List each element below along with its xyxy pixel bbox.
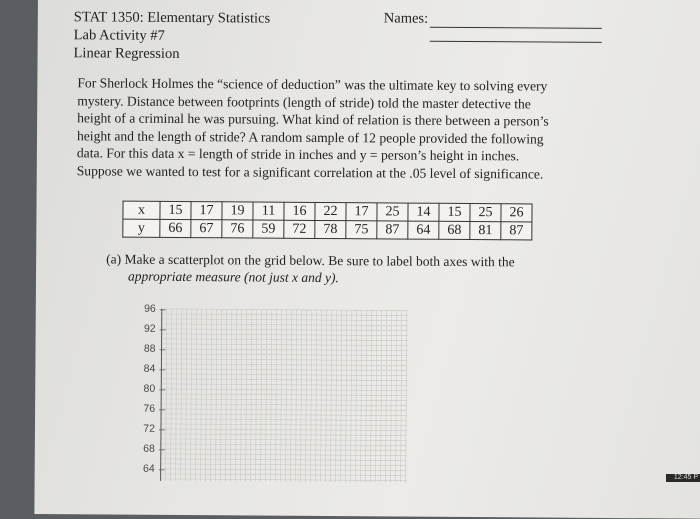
name-line-2[interactable] bbox=[430, 41, 602, 43]
grid-line-horizontal bbox=[161, 404, 407, 406]
names-label: Names: bbox=[384, 10, 428, 27]
grid-line-vertical bbox=[206, 309, 207, 481]
grid-line-horizontal bbox=[161, 399, 407, 401]
grid-line-vertical bbox=[331, 310, 332, 482]
table-cell: 75 bbox=[346, 221, 377, 239]
grid-line-horizontal bbox=[162, 334, 408, 336]
grid-line-horizontal bbox=[161, 464, 407, 466]
grid-line-horizontal bbox=[161, 459, 407, 461]
table-cell: 25 bbox=[470, 204, 501, 222]
table-cell: 87 bbox=[501, 222, 532, 240]
grid-line-vertical bbox=[251, 310, 252, 482]
grid-line-vertical bbox=[226, 309, 227, 481]
grid-line-vertical bbox=[231, 309, 232, 481]
table-cell: 22 bbox=[315, 202, 346, 220]
grid-line-vertical bbox=[181, 309, 182, 481]
y-tick-label: 64 bbox=[131, 463, 155, 475]
table-cell: 78 bbox=[315, 220, 346, 238]
topic-title: Linear Regression bbox=[74, 44, 270, 63]
table-cell: 26 bbox=[501, 204, 532, 222]
grid-line-horizontal bbox=[161, 434, 407, 436]
grid-line-horizontal bbox=[161, 394, 407, 396]
table-cell: 15 bbox=[160, 201, 191, 219]
grid-line-vertical bbox=[286, 310, 287, 482]
table-cell: 17 bbox=[346, 203, 377, 221]
grid-line-horizontal bbox=[162, 309, 408, 311]
grid-line-horizontal bbox=[161, 379, 407, 381]
grid-line-vertical bbox=[356, 310, 357, 482]
grid-line-vertical bbox=[276, 310, 277, 482]
grid-line-vertical bbox=[391, 310, 392, 482]
grid-line-vertical bbox=[241, 309, 242, 481]
worksheet-page bbox=[34, 0, 700, 519]
grid-line-horizontal bbox=[161, 409, 407, 411]
blank-graph-grid[interactable] bbox=[159, 303, 410, 485]
intro-line: height of a criminal he was pursuing. What kind of relation is there between a person’s bbox=[77, 109, 597, 130]
grid-line-vertical bbox=[306, 310, 307, 482]
y-tick-label: 88 bbox=[131, 343, 155, 355]
grid-line-horizontal bbox=[162, 319, 408, 321]
table-cell: 66 bbox=[160, 219, 191, 237]
intro-paragraph bbox=[77, 74, 598, 183]
intro-line: height and the length of stride? A random sample of 12 people provided the following bbox=[77, 127, 597, 148]
table-cell: 81 bbox=[470, 222, 501, 240]
table-cell: 15 bbox=[439, 203, 470, 221]
y-tick-label: 68 bbox=[131, 443, 155, 455]
grid-line-horizontal bbox=[162, 314, 408, 316]
grid-line-horizontal bbox=[161, 479, 407, 481]
grid-line-vertical bbox=[271, 310, 272, 482]
table-row-y bbox=[123, 219, 532, 240]
grid-line-vertical bbox=[171, 309, 172, 481]
grid-line-horizontal bbox=[161, 419, 407, 421]
table-cell: 14 bbox=[408, 203, 439, 221]
grid-line-horizontal bbox=[162, 349, 408, 351]
grid-line-horizontal bbox=[161, 389, 407, 391]
grid-line-vertical bbox=[291, 310, 292, 482]
grid-line-vertical bbox=[256, 310, 257, 482]
grid-line-vertical bbox=[261, 310, 262, 482]
grid-line-vertical bbox=[246, 309, 247, 481]
course-title: STAT 1350: Elementary Statistics bbox=[74, 8, 270, 27]
intro-line: Suppose we wanted to test for a significant correlation at the .05 level of significance. bbox=[77, 162, 597, 183]
question-a-line2: appropriate measure (not just x and y). bbox=[106, 267, 576, 287]
question-a bbox=[106, 250, 576, 287]
grid-line-horizontal bbox=[161, 454, 407, 456]
grid-line-vertical bbox=[236, 309, 237, 481]
row-label-y: y bbox=[123, 219, 160, 237]
y-tick-label: 80 bbox=[131, 383, 155, 395]
intro-line: mystery. Distance between footprints (length of stride) told the master detective the bbox=[77, 92, 597, 113]
table-cell: 67 bbox=[191, 220, 222, 238]
grid-line-vertical bbox=[166, 309, 167, 481]
grid-line-vertical bbox=[186, 309, 187, 481]
grid-line-vertical bbox=[311, 310, 312, 482]
grid-line-vertical bbox=[321, 310, 322, 482]
grid-line-horizontal bbox=[161, 429, 407, 431]
grid-line-horizontal bbox=[161, 469, 407, 471]
grid-line-vertical bbox=[341, 310, 342, 482]
grid-line-horizontal bbox=[161, 359, 407, 361]
grid-line-vertical bbox=[191, 309, 192, 481]
grid-line-vertical bbox=[176, 309, 177, 481]
table-cell: 68 bbox=[439, 221, 470, 239]
table-cell: 87 bbox=[377, 221, 408, 239]
grid-line-vertical bbox=[401, 311, 402, 483]
grid-line-vertical bbox=[406, 311, 407, 483]
grid-line-horizontal bbox=[161, 369, 407, 371]
table-cell: 76 bbox=[222, 220, 253, 238]
y-tick-label: 72 bbox=[131, 423, 155, 435]
grid-line-horizontal bbox=[162, 344, 408, 346]
worksheet-header bbox=[74, 8, 271, 63]
grid-line-vertical bbox=[346, 310, 347, 482]
grid-line-vertical bbox=[296, 310, 297, 482]
grid-line-vertical bbox=[386, 310, 387, 482]
grid-line-vertical bbox=[221, 309, 222, 481]
table-cell: 59 bbox=[253, 220, 284, 238]
table-cell: 11 bbox=[253, 202, 284, 220]
grid-line-vertical bbox=[381, 310, 382, 482]
grid-line-vertical bbox=[201, 309, 202, 481]
grid-line-horizontal bbox=[161, 439, 407, 441]
grid-line-vertical bbox=[316, 310, 317, 482]
grid-line-horizontal bbox=[161, 354, 407, 356]
grid-line-horizontal bbox=[161, 384, 407, 386]
table-cell: 17 bbox=[191, 202, 222, 220]
y-tick-label: 92 bbox=[132, 323, 156, 335]
y-tick-label: 96 bbox=[132, 303, 156, 315]
table-cell: 64 bbox=[408, 221, 439, 239]
grid-line-vertical bbox=[366, 310, 367, 482]
lab-title: Lab Activity #7 bbox=[74, 26, 270, 45]
grid-line-horizontal bbox=[161, 414, 407, 416]
grid-line-vertical bbox=[336, 310, 337, 482]
grid-line-vertical bbox=[361, 310, 362, 482]
grid-line-vertical bbox=[326, 310, 327, 482]
grid-line-vertical bbox=[216, 309, 217, 481]
name-line-1[interactable] bbox=[430, 27, 602, 29]
grid-line-horizontal bbox=[161, 424, 407, 426]
grid-line-vertical bbox=[376, 310, 377, 482]
grid-line-vertical bbox=[196, 309, 197, 481]
grid-line-horizontal bbox=[162, 329, 408, 331]
grid-line-horizontal bbox=[162, 339, 408, 341]
grid-line-vertical bbox=[351, 310, 352, 482]
grid-line-horizontal bbox=[161, 364, 407, 366]
grid-line-horizontal bbox=[162, 324, 408, 326]
question-a-line1: (a) Make a scatterplot on the grid below. Be sure to label both axes with the bbox=[106, 250, 576, 270]
grid-line-vertical bbox=[396, 311, 397, 483]
grid-line-horizontal bbox=[161, 444, 407, 446]
status-time: 12:45 P bbox=[666, 474, 700, 482]
grid-line-horizontal bbox=[161, 474, 407, 476]
table-cell: 19 bbox=[222, 202, 253, 220]
table-cell: 16 bbox=[284, 202, 315, 220]
grid-line-vertical bbox=[281, 310, 282, 482]
y-tick-label: 76 bbox=[131, 403, 155, 415]
page-edge-shadow bbox=[22, 262, 38, 302]
grid-line-vertical bbox=[371, 310, 372, 482]
grid-line-vertical bbox=[266, 310, 267, 482]
intro-line: For Sherlock Holmes the “science of deduction” was the ultimate key to solving every bbox=[77, 74, 597, 95]
table-cell: 25 bbox=[377, 203, 408, 221]
grid-line-vertical bbox=[301, 310, 302, 482]
data-table bbox=[122, 201, 532, 241]
intro-line: data. For this data x = length of stride in inches and y = person’s height in inches. bbox=[77, 144, 597, 165]
row-label-x: x bbox=[123, 201, 160, 219]
grid-line-horizontal bbox=[161, 374, 407, 376]
table-cell: 72 bbox=[284, 220, 315, 238]
grid-line-vertical bbox=[211, 309, 212, 481]
y-tick-label: 84 bbox=[131, 363, 155, 375]
grid-line-horizontal bbox=[161, 449, 407, 451]
